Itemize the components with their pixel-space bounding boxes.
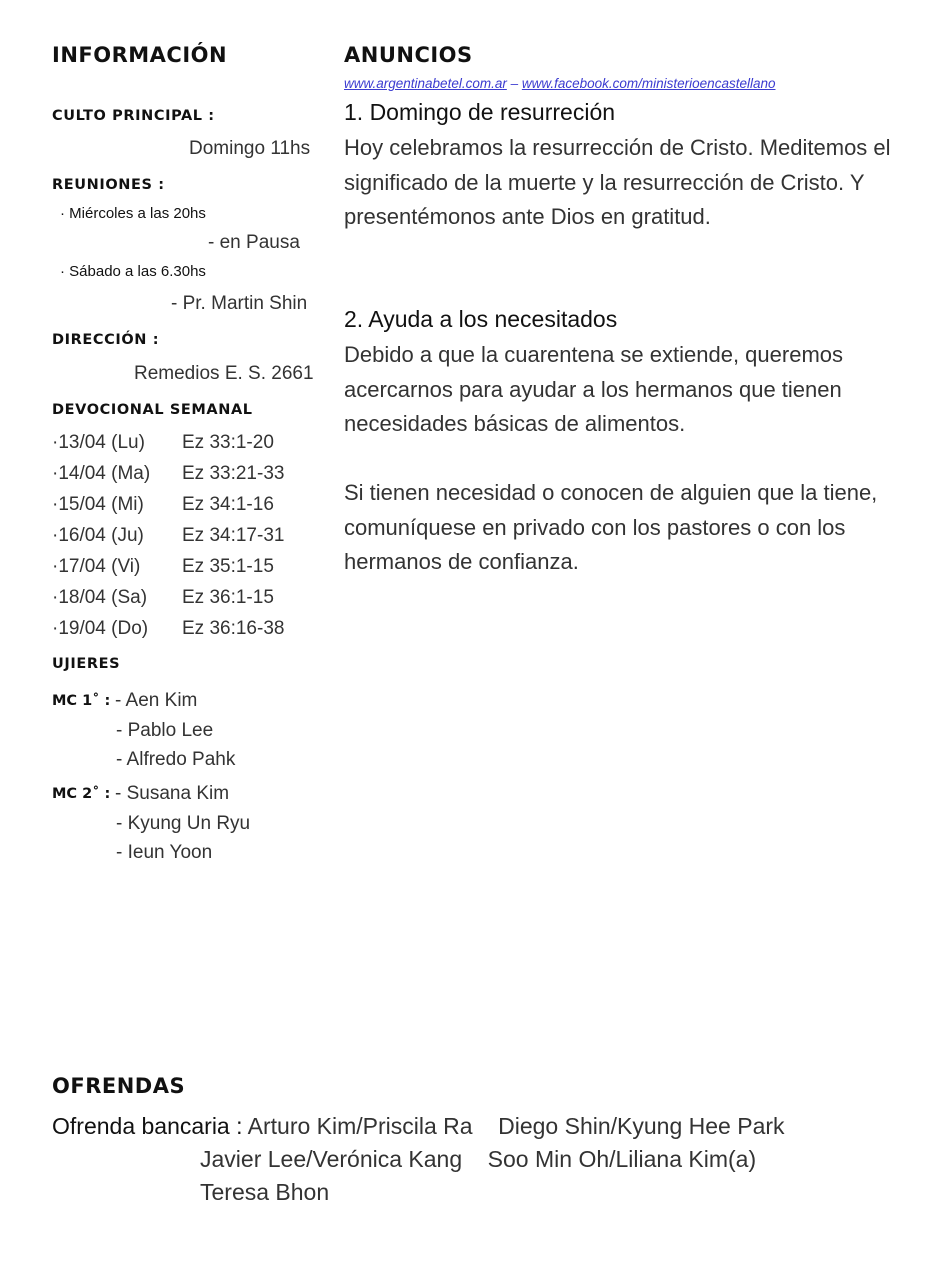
ofrenda-names-1: Arturo Kim/Priscila Ra Diego Shin/Kyung Hee Park <box>242 1113 785 1139</box>
reunion-2-note: - Pr. Martin Shin <box>171 293 308 314</box>
reunion-1-note: - en Pausa <box>208 232 300 253</box>
devocional-date: ·13/04 (Lu) <box>52 432 145 453</box>
ofrenda-names-2: Javier Lee/Verónica Kang Soo Min Oh/Liliana Kim(a) <box>200 1146 757 1172</box>
mc2-member: - Susana Kim <box>115 783 230 804</box>
mc2-label: MC 2˚ : <box>52 786 111 802</box>
reunion-1: · Miércoles a las 20hs <box>60 205 206 222</box>
reunion-2: · Sábado a las 6.30hs <box>60 263 206 280</box>
announcement-2-title: 2. Ayuda a los necesitados <box>344 306 618 332</box>
culto-label: CULTO PRINCIPAL : <box>52 108 215 124</box>
devocional-date: ·17/04 (Vi) <box>52 556 141 577</box>
mc2-member: - Kyung Un Ryu <box>116 813 251 834</box>
links-line <box>344 76 775 91</box>
mc1-member: - Alfredo Pahk <box>116 749 236 770</box>
info-heading: INFORMACIÓN <box>52 43 228 67</box>
ofrenda-label: Ofrenda bancaria : <box>52 1113 243 1139</box>
mc1-label: MC 1˚ : <box>52 693 111 709</box>
devocional-ref: Ez 36:16-38 <box>182 618 285 639</box>
link-separator: – <box>506 76 522 91</box>
announcement-2-body-1: Debido a que la cuarentena se extiende, queremos acercarnos para ayudar a los hermanos que tienen necesidades básicas de alimentos. <box>344 342 844 437</box>
devocional-ref: Ez 34:17-31 <box>182 525 285 546</box>
devocional-label: DEVOCIONAL SEMANAL <box>52 402 253 418</box>
devocional-date: ·14/04 (Ma) <box>52 463 151 484</box>
direccion-value: Remedios E. S. 2661 <box>134 363 314 384</box>
culto-value: Domingo 11hs <box>189 138 311 159</box>
announcement-2-body-2: Si tienen necesidad o conocen de alguien que la tiene, comuníquese en privado con los pastores o con los hermanos de confianza. <box>344 480 878 575</box>
devocional-ref: Ez 33:21-33 <box>182 463 285 484</box>
mc2-member: - Ieun Yoon <box>116 842 213 863</box>
devocional-ref: Ez 35:1-15 <box>182 556 274 577</box>
devocional-date: ·15/04 (Mi) <box>52 494 144 515</box>
ujieres-label: UJIERES <box>52 656 121 672</box>
ofrenda-line-1 <box>52 1113 785 1140</box>
direccion-label: DIRECCIÓN : <box>52 332 160 348</box>
announcement-1-title: 1. Domingo de resurreción <box>344 99 616 125</box>
mc1-member: - Aen Kim <box>115 690 198 711</box>
ofrenda-names-3: Teresa Bhon <box>200 1179 330 1205</box>
website-link[interactable]: www.argentinabetel.com.ar <box>344 76 507 91</box>
ofrendas-heading: OFRENDAS <box>52 1074 186 1098</box>
devocional-date: ·19/04 (Do) <box>52 618 149 639</box>
anuncios-heading: ANUNCIOS <box>344 43 473 67</box>
devocional-ref: Ez 36:1-15 <box>182 587 274 608</box>
reuniones-label: REUNIONES : <box>52 177 165 193</box>
devocional-ref: Ez 34:1-16 <box>182 494 274 515</box>
facebook-link[interactable]: www.facebook.com/ministerioencastellano <box>521 76 776 91</box>
devocional-date: ·16/04 (Ju) <box>52 525 144 546</box>
mc1-member: - Pablo Lee <box>116 720 214 741</box>
announcement-1-body: Hoy celebramos la resurrección de Cristo. Meditemos el significado de la muerte y la resurrección de Cristo. Y presentémonos ante Dios en gratitud. <box>344 135 891 230</box>
devocional-ref: Ez 33:1-20 <box>182 432 274 453</box>
devocional-date: ·18/04 (Sa) <box>52 587 148 608</box>
